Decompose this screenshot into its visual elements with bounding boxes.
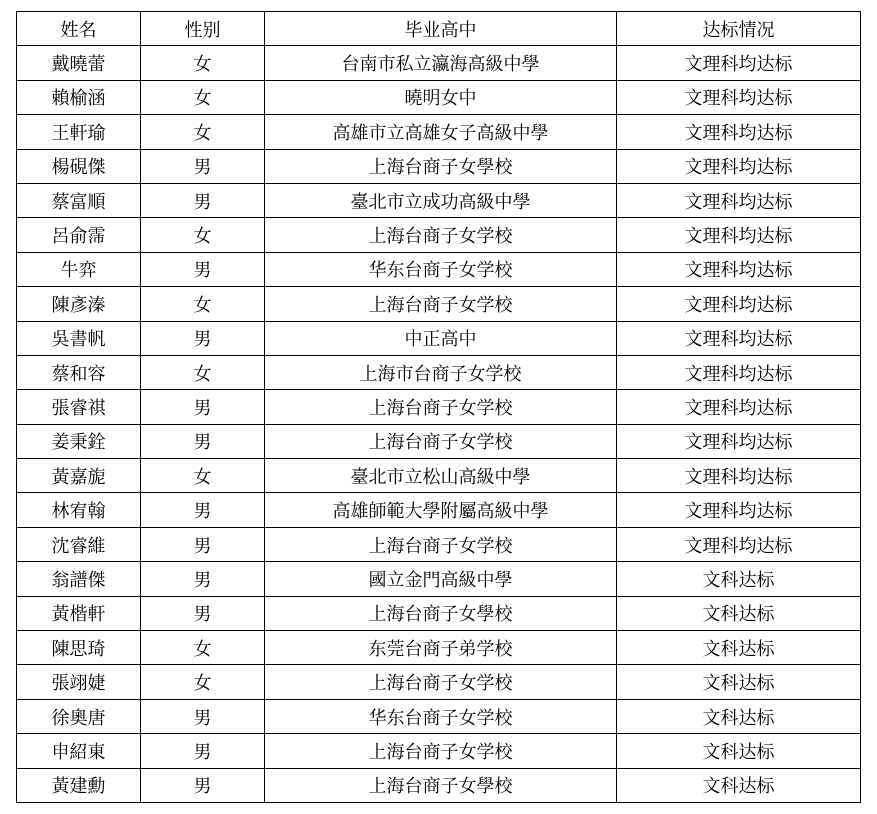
header-high-school: 毕业高中 — [265, 12, 617, 46]
cell-name: 楊硯傑 — [17, 149, 141, 183]
cell-name: 王軒瑜 — [17, 115, 141, 149]
cell-high-school: 上海台商子女学校 — [265, 665, 617, 699]
cell-status: 文理科均达标 — [617, 424, 861, 458]
cell-status: 文理科均达标 — [617, 527, 861, 561]
cell-status: 文科达标 — [617, 734, 861, 768]
cell-name: 申紹東 — [17, 734, 141, 768]
cell-name: 張睿祺 — [17, 390, 141, 424]
cell-gender: 男 — [141, 183, 265, 217]
cell-status: 文科达标 — [617, 699, 861, 733]
cell-gender: 女 — [141, 218, 265, 252]
cell-gender: 男 — [141, 252, 265, 286]
cell-name: 翁譜傑 — [17, 562, 141, 596]
table-row — [17, 183, 861, 217]
cell-gender: 男 — [141, 734, 265, 768]
table-row — [17, 424, 861, 458]
cell-high-school: 中正高中 — [265, 321, 617, 355]
cell-gender: 女 — [141, 631, 265, 665]
header-gender: 性别 — [141, 12, 265, 46]
cell-gender: 女 — [141, 665, 265, 699]
table-header — [17, 12, 861, 46]
cell-gender: 男 — [141, 527, 265, 561]
cell-high-school: 高雄師範大學附屬高級中學 — [265, 493, 617, 527]
table-row — [17, 321, 861, 355]
cell-high-school: 东莞台商子弟学校 — [265, 631, 617, 665]
table-row — [17, 527, 861, 561]
cell-gender: 男 — [141, 562, 265, 596]
cell-high-school: 华东台商子女学校 — [265, 699, 617, 733]
table-row — [17, 562, 861, 596]
cell-status: 文理科均达标 — [617, 149, 861, 183]
table-row — [17, 287, 861, 321]
cell-gender: 男 — [141, 493, 265, 527]
cell-name: 黃建勳 — [17, 768, 141, 802]
table-row — [17, 218, 861, 252]
header-row — [17, 12, 861, 46]
cell-name: 呂俞霈 — [17, 218, 141, 252]
table-row — [17, 252, 861, 286]
cell-gender: 女 — [141, 459, 265, 493]
cell-gender: 女 — [141, 355, 265, 389]
cell-status: 文理科均达标 — [617, 355, 861, 389]
cell-gender: 女 — [141, 115, 265, 149]
cell-name: 吳書帆 — [17, 321, 141, 355]
cell-high-school: 上海台商子女学校 — [265, 218, 617, 252]
cell-high-school: 华东台商子女学校 — [265, 252, 617, 286]
cell-gender: 男 — [141, 321, 265, 355]
table-row — [17, 115, 861, 149]
cell-high-school: 上海台商子女學校 — [265, 149, 617, 183]
cell-high-school: 高雄市立高雄女子高級中學 — [265, 115, 617, 149]
table-row — [17, 80, 861, 114]
cell-gender: 男 — [141, 596, 265, 630]
cell-status: 文理科均达标 — [617, 183, 861, 217]
cell-status: 文理科均达标 — [617, 80, 861, 114]
table-row — [17, 390, 861, 424]
cell-status: 文理科均达标 — [617, 493, 861, 527]
cell-name: 陳思琦 — [17, 631, 141, 665]
table-row — [17, 768, 861, 802]
table-row — [17, 699, 861, 733]
cell-status: 文理科均达标 — [617, 287, 861, 321]
cell-high-school: 上海台商子女学校 — [265, 390, 617, 424]
table-row — [17, 665, 861, 699]
cell-status: 文理科均达标 — [617, 252, 861, 286]
cell-high-school: 上海台商子女学校 — [265, 527, 617, 561]
cell-name: 蔡和容 — [17, 355, 141, 389]
cell-status: 文理科均达标 — [617, 218, 861, 252]
cell-high-school: 上海台商子女学校 — [265, 287, 617, 321]
table-row — [17, 631, 861, 665]
cell-name: 沈睿維 — [17, 527, 141, 561]
cell-status: 文理科均达标 — [617, 46, 861, 80]
cell-name: 蔡富順 — [17, 183, 141, 217]
cell-high-school: 臺北市立松山高級中學 — [265, 459, 617, 493]
cell-status: 文理科均达标 — [617, 115, 861, 149]
cell-gender: 男 — [141, 424, 265, 458]
cell-high-school: 上海台商子女学校 — [265, 734, 617, 768]
cell-gender: 女 — [141, 46, 265, 80]
cell-high-school: 上海市台商子女学校 — [265, 355, 617, 389]
cell-high-school: 曉明女中 — [265, 80, 617, 114]
cell-high-school: 上海台商子女學校 — [265, 596, 617, 630]
table-body — [17, 46, 861, 803]
cell-name: 黃楷軒 — [17, 596, 141, 630]
cell-status: 文科达标 — [617, 631, 861, 665]
cell-status: 文理科均达标 — [617, 390, 861, 424]
cell-gender: 女 — [141, 287, 265, 321]
cell-status: 文科达标 — [617, 665, 861, 699]
cell-name: 林宥翰 — [17, 493, 141, 527]
header-name: 姓名 — [17, 12, 141, 46]
cell-gender: 男 — [141, 149, 265, 183]
cell-gender: 女 — [141, 80, 265, 114]
cell-status: 文科达标 — [617, 596, 861, 630]
cell-high-school: 臺北市立成功高級中學 — [265, 183, 617, 217]
student-table — [16, 11, 861, 803]
cell-gender: 男 — [141, 390, 265, 424]
cell-name: 戴曉蕾 — [17, 46, 141, 80]
cell-gender: 男 — [141, 768, 265, 802]
cell-name: 徐奧唐 — [17, 699, 141, 733]
cell-high-school: 台南市私立瀛海高級中學 — [265, 46, 617, 80]
cell-name: 牛弈 — [17, 252, 141, 286]
cell-name: 陳彥溱 — [17, 287, 141, 321]
cell-name: 姜秉銓 — [17, 424, 141, 458]
cell-name: 黃嘉旎 — [17, 459, 141, 493]
cell-name: 張翊婕 — [17, 665, 141, 699]
cell-status: 文科达标 — [617, 562, 861, 596]
table-row — [17, 734, 861, 768]
table-row — [17, 596, 861, 630]
cell-name: 賴榆涵 — [17, 80, 141, 114]
cell-status: 文理科均达标 — [617, 321, 861, 355]
table-row — [17, 493, 861, 527]
table-row — [17, 355, 861, 389]
table-row — [17, 459, 861, 493]
cell-gender: 男 — [141, 699, 265, 733]
header-status: 达标情况 — [617, 12, 861, 46]
cell-high-school: 國立金門高級中學 — [265, 562, 617, 596]
cell-high-school: 上海台商子女學校 — [265, 768, 617, 802]
table-row — [17, 46, 861, 80]
cell-status: 文理科均达标 — [617, 459, 861, 493]
table-row — [17, 149, 861, 183]
cell-high-school: 上海台商子女学校 — [265, 424, 617, 458]
cell-status: 文科达标 — [617, 768, 861, 802]
